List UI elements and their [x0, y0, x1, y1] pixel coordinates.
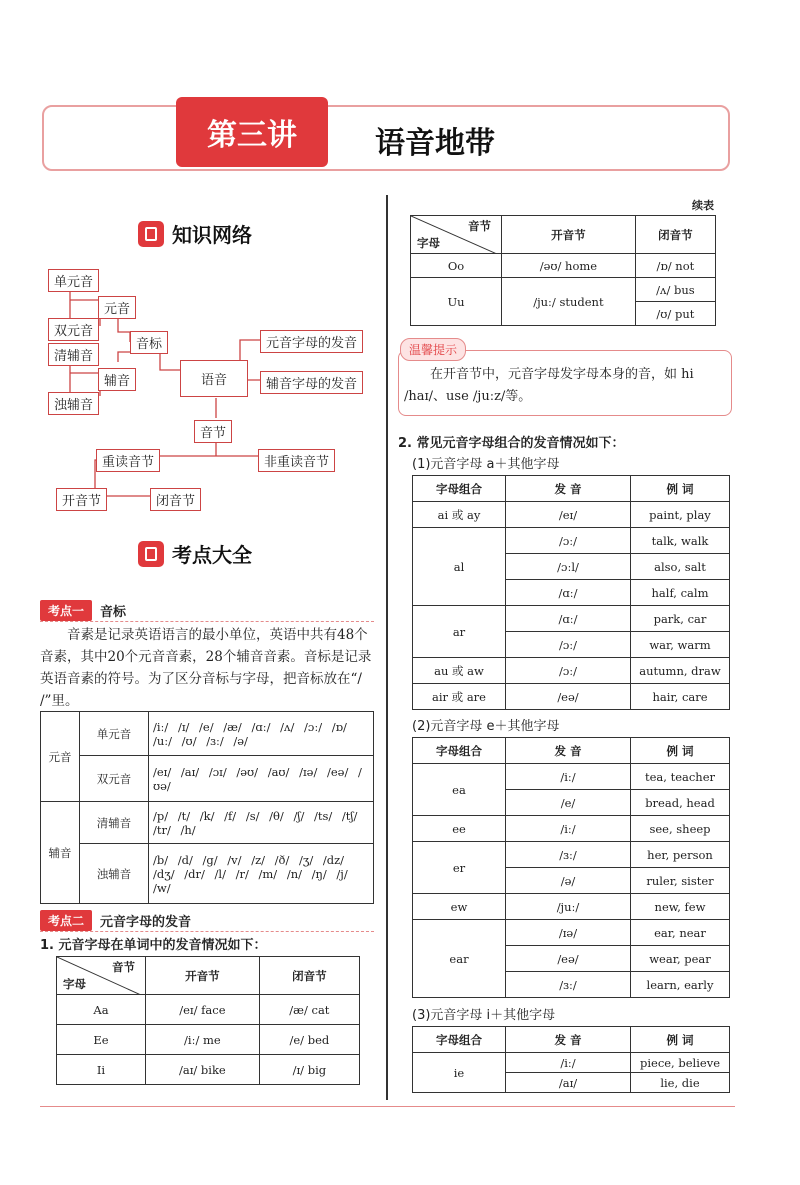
kd2-header [40, 910, 374, 932]
exam-title: 考点大全 [172, 543, 252, 567]
node-feizhong: 非重读音节 [258, 449, 335, 472]
vowel-letter-table: 音节 字母 开音节 闭音节 Aa /eɪ/ face /æ/ cat Ee /iː/ me /e/ bed Ii /aɪ/ bike /ɪ/ big [56, 956, 360, 1085]
chapter-title: 语音地带 [375, 126, 495, 161]
node-dan: 单元音 [48, 269, 99, 292]
node-yuanfa: 元音字母的发音 [260, 330, 363, 353]
node-qing: 清辅音 [48, 343, 99, 366]
tip-text: 在开音节中，元音字母发字母本身的音，如 hi /haɪ/、use /juːz/等。 [404, 367, 694, 404]
kd1-title: 音标 [100, 605, 127, 620]
table-i-combos: 字母组合 发 音 例 词 ie /iː/ piece, believe /aɪ/ lie, die [412, 1026, 730, 1093]
kd2-subheading: 1. 元音字母在单词中的发音情况如下： [40, 938, 267, 953]
kd1-tag: 考点一 [40, 600, 92, 621]
node-jie: 音节 [194, 420, 232, 443]
node-fufa: 辅音字母的发音 [260, 371, 363, 394]
vowel-letter-table-cont: 音节 字母 开音节 闭音节 Oo /əʊ/ home /ɒ/ not Uu /juː/ student /ʌ/ bus /ʊ/ put [410, 215, 716, 326]
subhead-a: (1)元音字母 a＋其他字母 [412, 457, 560, 472]
corner-cell: 音节 字母 [57, 957, 146, 995]
notebook-icon [138, 221, 164, 247]
node-yuan: 元音 [98, 296, 136, 319]
node-zhuo: 浊辅音 [48, 392, 99, 415]
book-icon [138, 541, 164, 567]
node-biao: 音标 [130, 331, 168, 354]
node-bi: 闭音节 [150, 488, 201, 511]
bottom-rule [40, 1106, 735, 1107]
network-heading [138, 219, 252, 248]
chapter-number: 第三讲 [176, 97, 328, 167]
phoneme-table: 元音 单元音 /iː/ /ɪ/ /e/ /æ/ /ɑː/ /ʌ/ /ɔː/ /ɒ/ /uː/ /ʊ/ /ɜː/ /ə/ 双元音 /eɪ/ /aɪ/ /ɔɪ/ /əʊ/ /aʊ/ /ɪə/ /eə/ /ʊə/ 辅音 清辅音 /p/ /t/ /k/ /f/ /s/ /θ/ /ʃ/ /ts/ /tʃ/ /tr/ /h/ 浊辅音 /b/ /d/ /g/ /v/ /z/ /ð/ /ʒ/ /dz/ /dʒ/ /dr/ /l/ /r/ /m/ /n/ /ŋ/ /j/ /w/ [40, 711, 374, 904]
subhead-e: (2)元音字母 e＋其他字母 [412, 719, 560, 734]
kd1-header [40, 600, 374, 622]
table-e-combos: 字母组合 发 音 例 词 ea /iː/ tea, teacher /e/ bread, head ee /iː/ see, sheep er /ɜː/ her, person /ə/ ruler, sister ew /juː/ new, few ear /ɪə/ ear, near /eə/ wear, pear /ɜː/ learn, early [412, 737, 730, 998]
node-fu: 辅音 [98, 368, 136, 391]
node-shuang: 双元音 [48, 318, 99, 341]
tip-tag: 温馨提示 [400, 338, 466, 361]
exam-heading [138, 539, 252, 568]
corner-cell: 音节 字母 [411, 216, 502, 254]
kd2-title: 元音字母的发音 [100, 915, 192, 930]
subhead-i: (3)元音字母 i＋其他字母 [412, 1008, 556, 1023]
node-zhong: 重读音节 [96, 449, 160, 472]
combo-heading: 2. 常见元音字母组合的发音情况如下： [398, 436, 625, 451]
kd1-paragraph: 音素是记录英语语言的最小单位，英语中共有48个音素，其中20个元音音素，28个辅音音素。音标是记录英语音素的符号。为了区分音标与字母，把音标放在“/ /”里。 [40, 627, 372, 709]
table-a-combos: 字母组合 发 音 例 词 ai 或 ay /eɪ/ paint, play al /ɔː/ talk, walk /ɔːl/ also, salt /ɑː/ half, calm ar /ɑː/ park, car /ɔː/ war, warm au 或 aw /ɔː/ autumn, draw air 或 are /eə/ hair, care [412, 475, 730, 710]
network-title: 知识网络 [172, 223, 252, 247]
node-yuyin: 语音 [180, 360, 248, 397]
continued-label: 续表 [692, 199, 714, 212]
column-divider [386, 195, 388, 1100]
kd2-tag: 考点二 [40, 910, 92, 931]
node-kai: 开音节 [56, 488, 107, 511]
